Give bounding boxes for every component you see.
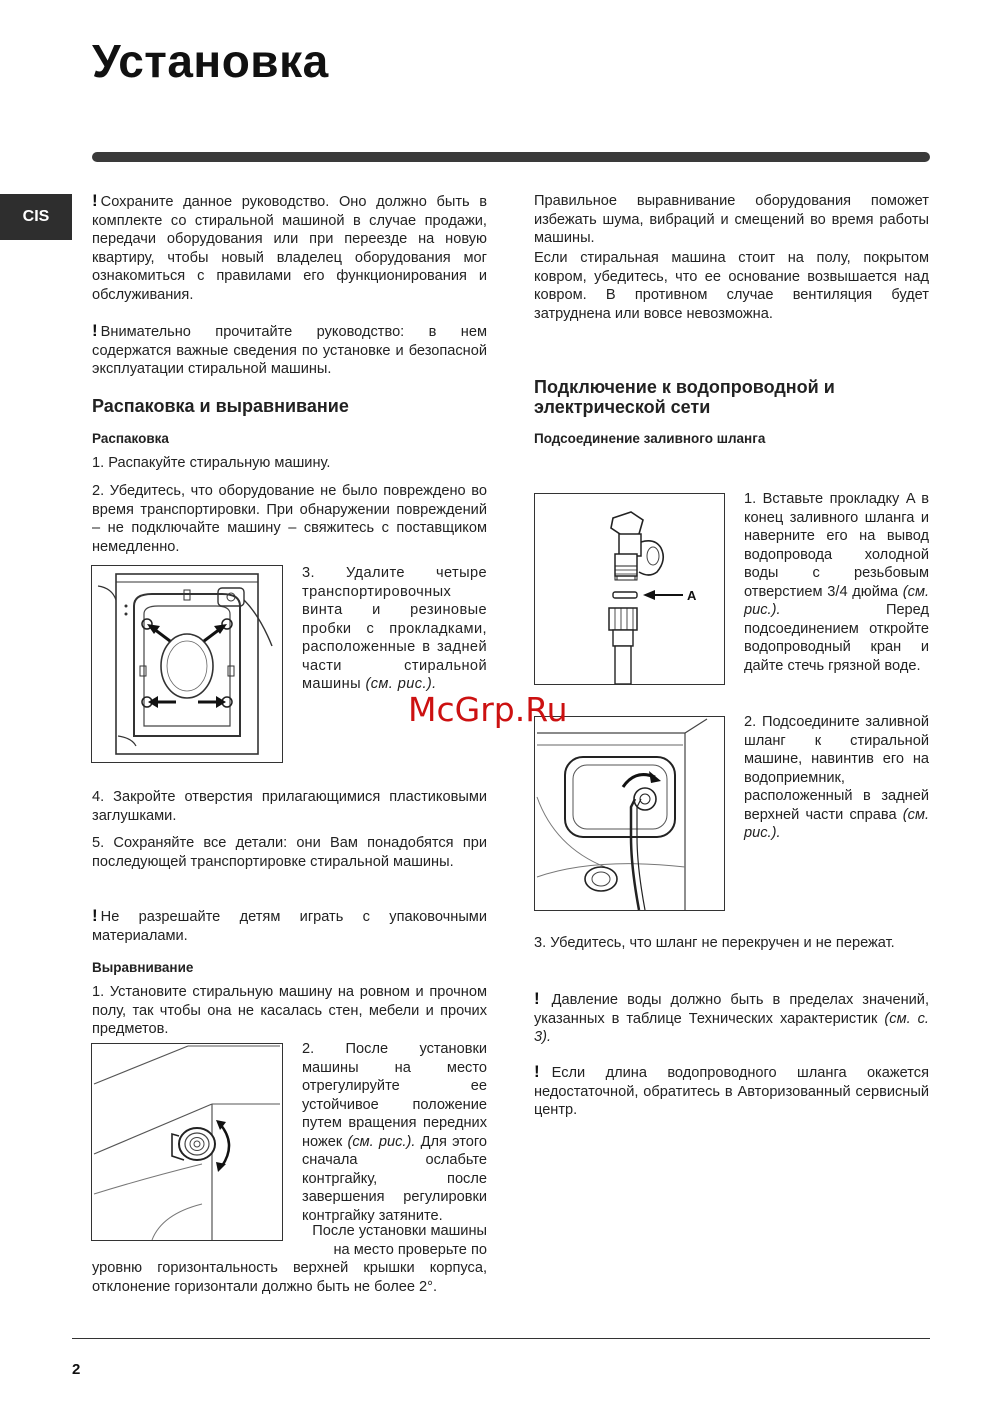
step-3: 3. Удалите четыре транспортировочных винта и резиновые пробки с прокладками, расположенные в задней части стиральной машины (см. рис.). xyxy=(302,565,487,692)
section-unpack-level: Распаковка и выравнивание xyxy=(92,396,349,416)
section-connections: Подключение к водопроводной и электрической сети xyxy=(534,377,835,417)
top-divider xyxy=(92,152,930,162)
exclamation-icon: ! xyxy=(92,191,98,210)
note-pressure: ! Давление воды должно быть в пределах значений, указанных в таблице Технических характеристик (см. с. 3). xyxy=(534,989,929,1045)
subheading-inlet-hose: Подсоединение заливного шланга xyxy=(534,431,766,446)
page-number: 2 xyxy=(72,1361,81,1378)
hose-step-1: 1. Вставьте прокладку A в конец заливного шланга и наверните его на вывод водопровода холодной воды с резьбовым отверстием 3/4 дюйма (см. рис.). Перед подсоединением откройте водопроводный кран и дайте стечь грязной воде. xyxy=(744,491,929,674)
note-hose-length: ! Если длина водопроводного шланга окажется недостаточной, обратитесь в Авторизованный сервисный центр. xyxy=(534,1062,929,1118)
hose-step-2: 2. Подсоедините заливной шланг к стиральной машине, навинтив его на водоприемник, расположенный в задней верхней части справа (см. рис.). xyxy=(744,714,929,841)
intro-carpet: Если стиральная машина стоит на полу, покрытом ковром, убедитесь, что ее основание возвышается над ковром. В противном случае вентиляция будет затруднена или вовсе невозможна. xyxy=(534,250,929,322)
figure-rear-bolts xyxy=(91,565,283,763)
subheading-leveling: Выравнивание xyxy=(92,960,194,975)
exclamation-icon: ! xyxy=(534,1062,540,1081)
step-5: 5. Сохраняйте все детали: они Вам понадобятся при последующей транспортировке стиральной машины. xyxy=(92,835,487,870)
bottom-divider xyxy=(72,1338,930,1339)
exclamation-icon: ! xyxy=(534,989,540,1008)
exclamation-icon: ! xyxy=(92,321,98,340)
level-step-2: 2. После установки машины на место отрегулируйте ее устойчивое положение путем вращения передних ножек (см. рис.). Для этого сначала ослабьте контргайку, после завершения регулировки контргайку затяните. xyxy=(302,1041,487,1224)
note-keep-manual: ! Сохраните данное руководство. Оно должно быть в комплекте со стиральной машиной в случае продажи, передачи оборудования или при переезде на новую квартиру, чтобы новый владелец оборудования мог ознакомиться с правилами его функционирования и обслуживания. xyxy=(92,191,487,303)
page-title: Установка xyxy=(92,35,329,87)
watermark: McGrp.Ru xyxy=(408,690,568,729)
subheading-unpacking: Распаковка xyxy=(92,431,169,446)
note-children: ! Не разрешайте детям играть с упаковочными материалами. xyxy=(92,906,487,944)
level-step-1: 1. Установите стиральную машину на ровном и прочном полу, так чтобы она не касалась стен, мебели и прочих предметов. xyxy=(92,984,487,1037)
figure-hose-machine xyxy=(534,716,725,911)
intro-leveling: Правильное выравнивание оборудования поможет избежать шума, вибраций и смещений во время работы машины. xyxy=(534,193,929,246)
level-step-2-end: уровню горизонтальность верхней крышки корпуса, отклонение горизонтали должно быть не более 2°. xyxy=(92,1260,487,1295)
note-read-manual: ! Внимательно прочитайте руководство: в нем содержатся важные сведения по установке и безопасной эксплуатации стиральной машины. xyxy=(92,321,487,377)
level-step-2-cont: После установки машины на место проверьте по xyxy=(312,1223,487,1258)
figure-hose-tap xyxy=(534,493,725,685)
step-4: 4. Закройте отверстия прилагающимися пластиковыми заглушками. xyxy=(92,789,487,824)
exclamation-icon: ! xyxy=(92,906,98,925)
step-2: 2. Убедитесь, что оборудование не было повреждено во время транспортировки. При обнаружении повреждений – не подключайте машину – свяжитесь с поставщиком немедленно. xyxy=(92,483,487,555)
figure-leveling-foot xyxy=(91,1043,283,1241)
figure-label-a: A xyxy=(687,588,697,603)
language-tab: CIS xyxy=(0,194,72,240)
hose-step-3: 3. Убедитесь, что шланг не перекручен и не пережат. xyxy=(534,935,895,951)
step-1: 1. Распакуйте стиральную машину. xyxy=(92,455,331,471)
